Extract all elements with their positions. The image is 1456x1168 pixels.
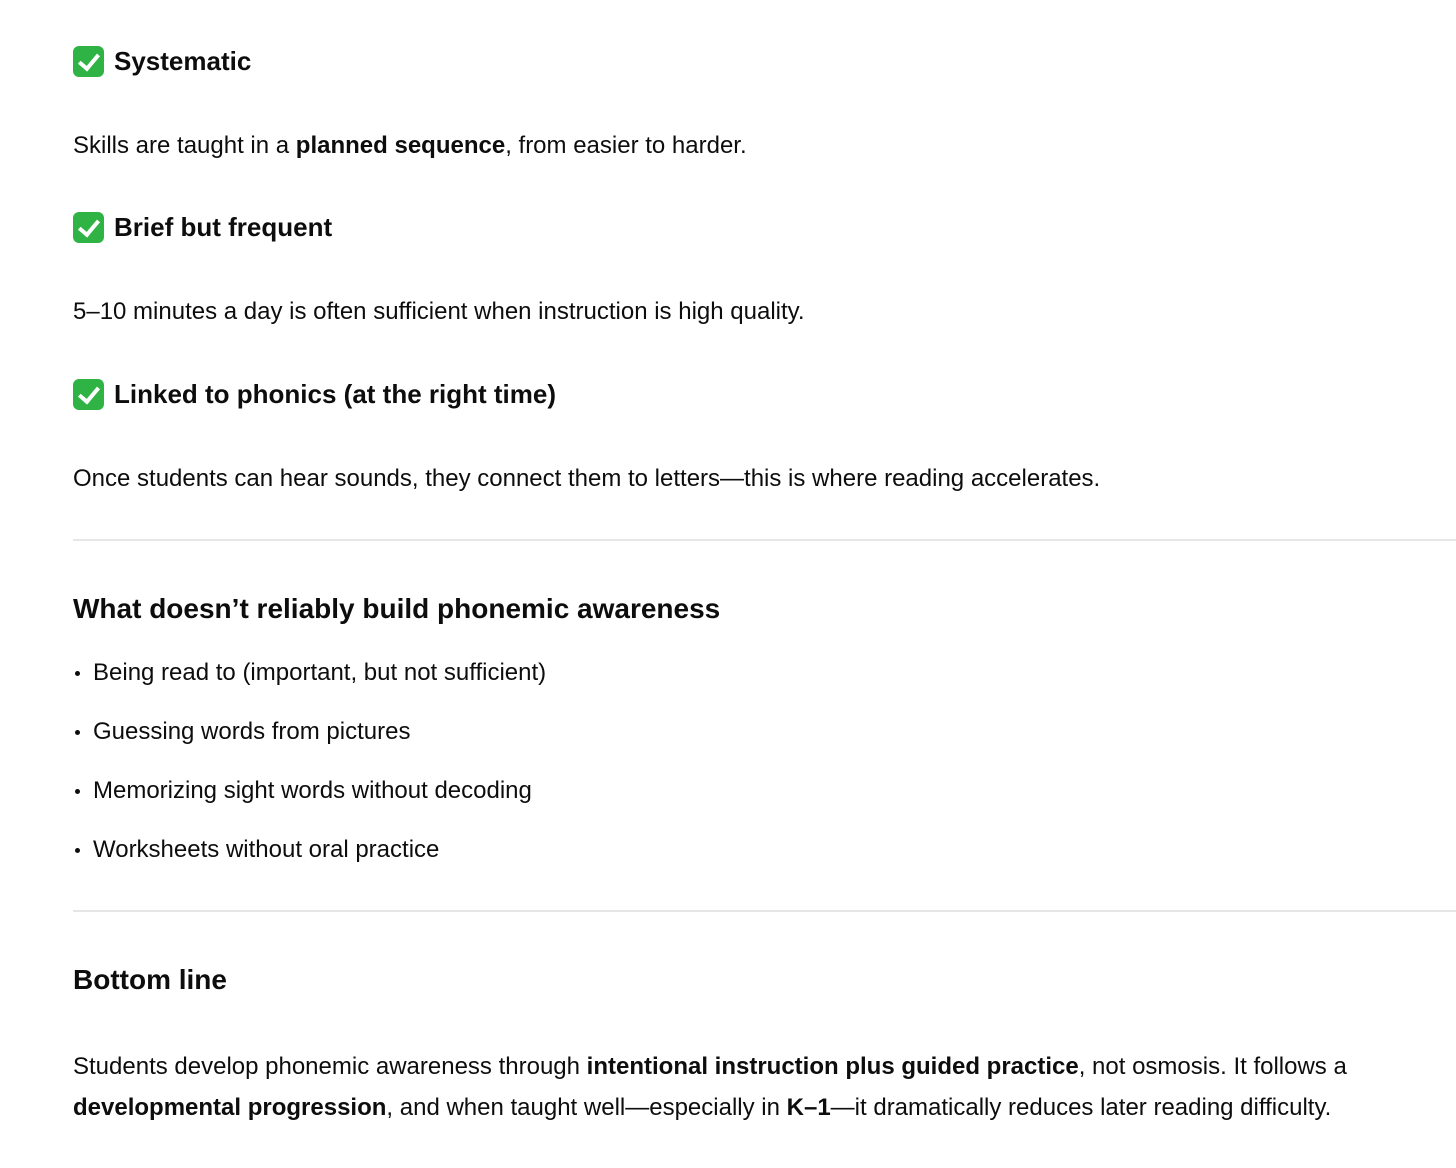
criterion-title: Systematic (114, 46, 252, 76)
list-item-text: Guessing words from pictures (93, 718, 411, 745)
body-text: Students develop phonemic awareness through (73, 1053, 587, 1080)
body-text: , and when taught well—especially in (386, 1094, 787, 1121)
body-bold-text: developmental progression (73, 1094, 387, 1121)
body-text: Skills are taught in a (73, 132, 296, 159)
paragraph-line (73, 1046, 1456, 1087)
section-heading-bottom-line: Bottom line (73, 964, 227, 995)
paragraph-line (73, 1087, 1456, 1128)
criterion-title: Brief but frequent (114, 212, 333, 242)
body-text: , from easier to harder. (505, 132, 747, 159)
bullet-icon (75, 730, 80, 735)
list-item (73, 717, 410, 747)
body-bold-text: planned sequence (295, 132, 506, 159)
criterion-heading-brief (73, 209, 1456, 245)
criterion-title: Linked to phonics (at the right time) (114, 379, 556, 409)
body-text: , not osmosis. It follows a (1078, 1053, 1347, 1080)
bottom-line-paragraph (73, 1046, 1456, 1128)
criterion-body-systematic (73, 125, 1456, 166)
list-item (73, 776, 532, 806)
body-bold-text: intentional instruction plus guided practice (586, 1053, 1079, 1080)
section-divider (73, 910, 1456, 912)
list-item-text: Being read to (important, but not sufficient) (93, 659, 547, 686)
check-mark-icon (73, 379, 104, 410)
body-text: Once students can hear sounds, they connect them to letters—this is where reading accelerates. (73, 465, 1101, 492)
list-item (73, 835, 439, 865)
criterion-body-brief (73, 291, 1456, 332)
bullet-icon (75, 789, 80, 794)
body-bold-text: K–1 (786, 1094, 831, 1121)
list-item (73, 658, 546, 688)
criterion-heading-systematic (73, 43, 1456, 79)
criterion-body-linked (73, 458, 1456, 499)
list-item-text: Worksheets without oral practice (93, 836, 440, 863)
criterion-heading-linked (73, 376, 1456, 412)
check-mark-icon (73, 46, 104, 77)
bullet-icon (75, 848, 80, 853)
body-text: 5–10 minutes a day is often sufficient when instruction is high quality. (73, 298, 805, 325)
section-divider (73, 539, 1456, 541)
check-mark-icon (73, 212, 104, 243)
bullet-icon (75, 671, 80, 676)
body-text: —it dramatically reduces later reading difficulty. (830, 1094, 1332, 1121)
list-item-text: Memorizing sight words without decoding (93, 777, 532, 804)
section-heading-not-effective: What doesn’t reliably build phonemic awareness (73, 593, 721, 624)
